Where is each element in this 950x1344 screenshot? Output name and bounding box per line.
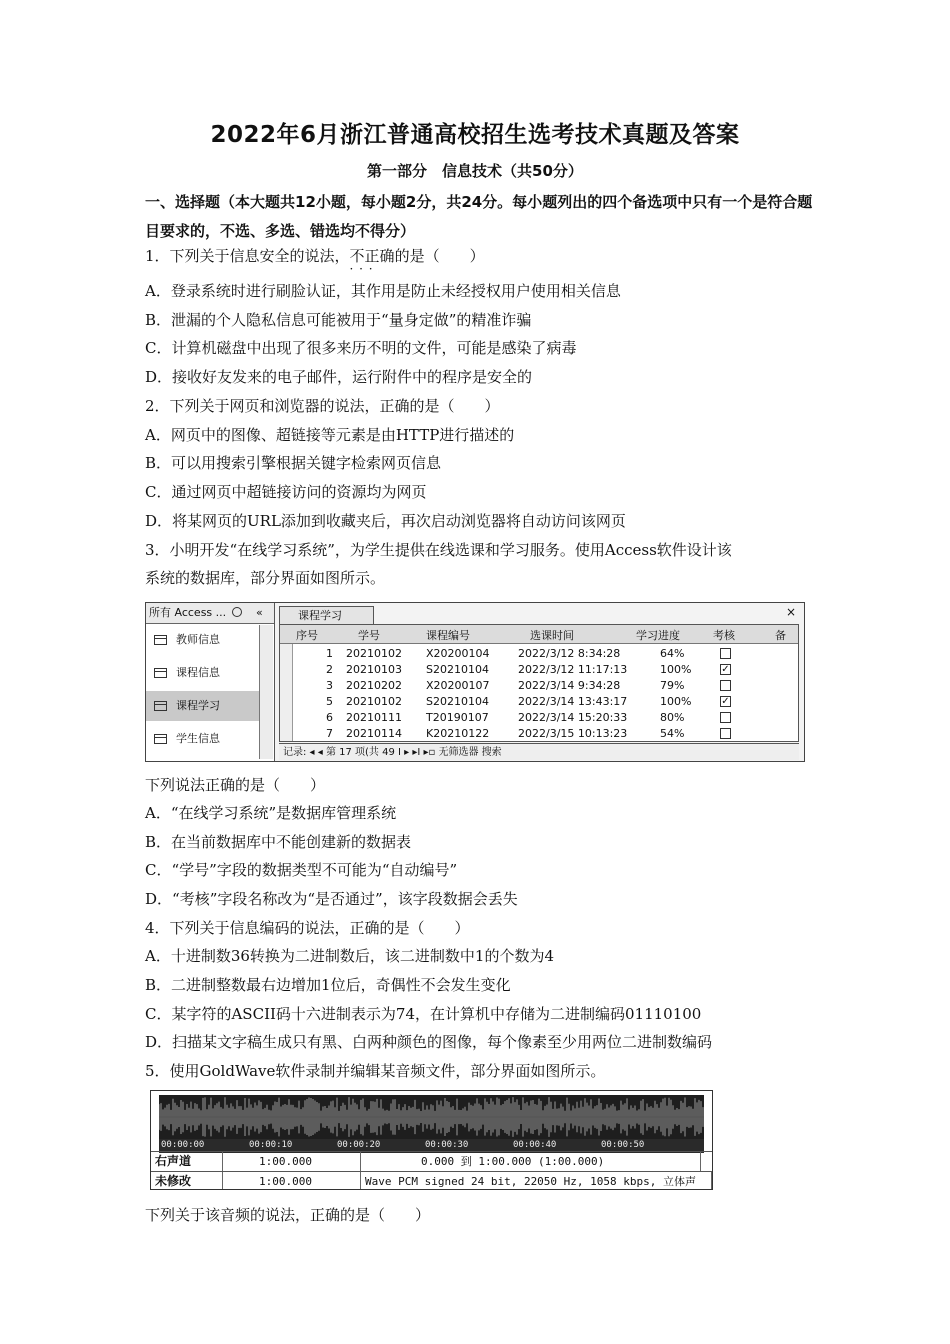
nav-item-course-study[interactable] bbox=[146, 691, 259, 721]
q2-option-b: B．可以用搜索引擎根据关键字检索网页信息 bbox=[145, 454, 442, 472]
col-header-note[interactable]: 备 bbox=[775, 629, 786, 642]
nav-scrollbar[interactable] bbox=[259, 625, 273, 759]
cell-student-no[interactable]: 20210102 bbox=[346, 695, 402, 708]
access-nav-header[interactable] bbox=[146, 603, 274, 624]
table-icon bbox=[154, 701, 167, 711]
waveform[interactable] bbox=[159, 1095, 704, 1139]
cell-progress[interactable]: 100% bbox=[660, 695, 692, 708]
nav-item-label: 课程信息 bbox=[176, 666, 220, 679]
tick-label: 00:00:40 bbox=[513, 1140, 557, 1150]
tab-course-study[interactable] bbox=[279, 606, 374, 624]
access-screenshot bbox=[145, 602, 805, 762]
length-2: 1:00.000 bbox=[223, 1172, 361, 1190]
q3-option-d: D．“考核”字段名称改为“是否通过”，该字段数据会丢失 bbox=[145, 890, 518, 908]
cell-time[interactable]: 2022/3/15 10:13:23 bbox=[518, 727, 628, 740]
q4-option-a: A．十进制数36转换为二进制数后，该二进制数中1的个数为4 bbox=[145, 947, 555, 965]
tick-label: 00:00:10 bbox=[249, 1140, 293, 1150]
col-header-id[interactable]: 序号 bbox=[296, 629, 318, 642]
table-icon bbox=[154, 635, 167, 645]
col-header-time[interactable]: 选课时间 bbox=[530, 629, 574, 642]
table-row[interactable] bbox=[280, 646, 798, 662]
q2-option-a: A．网页中的图像、超链接等元素是由HTTP进行描述的 bbox=[145, 426, 515, 444]
cell-id[interactable]: 1 bbox=[326, 647, 333, 660]
cell-student-no[interactable]: 20210114 bbox=[346, 727, 402, 740]
table-row[interactable] bbox=[280, 678, 798, 694]
col-header-student-no[interactable]: 学号 bbox=[358, 629, 380, 642]
table-icon bbox=[154, 668, 167, 678]
channel-label: 右声道 bbox=[151, 1152, 223, 1171]
cell-id[interactable]: 3 bbox=[326, 679, 333, 692]
status-row-2 bbox=[151, 1171, 712, 1190]
close-icon[interactable]: × bbox=[785, 605, 796, 619]
q5-stem: 5．使用GoldWave软件录制并编辑某音频文件，部分界面如图所示。 bbox=[145, 1062, 606, 1080]
cell-course-no[interactable]: X20200104 bbox=[426, 647, 490, 660]
col-header-course-no[interactable]: 课程编号 bbox=[426, 629, 470, 642]
modified-state: 未修改 bbox=[151, 1172, 223, 1190]
total-length: 1:00.000 bbox=[223, 1152, 361, 1171]
grid-header-row bbox=[280, 625, 798, 644]
status-row-1 bbox=[151, 1151, 712, 1171]
q3-stem-line2: 系统的数据库，部分界面如图所示。 bbox=[145, 569, 386, 587]
cell-progress[interactable]: 100% bbox=[660, 663, 692, 676]
q1-stem-post: 的是（ ） bbox=[394, 247, 485, 265]
cell-progress[interactable]: 80% bbox=[660, 711, 685, 724]
q3-stem-line1: 3．小明开发“在线学习系统”，为学生提供在线选课和学习服务。使用Access软件设计该 bbox=[145, 541, 732, 559]
checked-checkbox[interactable]: ✓ bbox=[721, 696, 730, 707]
selection-range: 0.000 到 1:00.000 (1:00.000) bbox=[361, 1152, 701, 1171]
format-info: Wave PCM signed 24 bit, 22050 Hz, 1058 kbps, 立体声 bbox=[361, 1172, 712, 1190]
cell-id[interactable]: 7 bbox=[326, 727, 333, 740]
part-heading: 第一部分 信息技术（共50分） bbox=[367, 162, 583, 180]
col-header-progress[interactable]: 学习进度 bbox=[636, 629, 680, 642]
tick-label: 00:00:20 bbox=[337, 1140, 381, 1150]
collapse-chevron-icon[interactable]: « bbox=[256, 606, 263, 619]
q3-after: 下列说法正确的是（ ） bbox=[145, 776, 326, 794]
tick-label: 00:00:50 bbox=[601, 1140, 645, 1150]
cell-student-no[interactable]: 20210103 bbox=[346, 663, 402, 676]
cell-id[interactable]: 5 bbox=[326, 695, 333, 708]
cell-course-no[interactable]: X20200107 bbox=[426, 679, 490, 692]
q3-option-b: B．在当前数据库中不能创建新的数据表 bbox=[145, 833, 412, 851]
table-row[interactable] bbox=[280, 694, 798, 710]
checked-checkbox[interactable]: ✓ bbox=[721, 664, 730, 675]
cell-progress[interactable]: 79% bbox=[660, 679, 685, 692]
section-instructions: 一、选择题（本大题共12小题，每小题2分，共24分。每小题列出的四个备选项中只有一个是符合题目要求的，不选、多选、错选均不得分） bbox=[145, 193, 813, 240]
table-icon bbox=[154, 734, 167, 744]
q1-stem-emphasis: 不正确 · · · bbox=[350, 247, 395, 265]
cell-time[interactable]: 2022/3/14 9:34:28 bbox=[518, 679, 621, 692]
q2-option-c: C．通过网页中超链接访问的资源均为网页 bbox=[145, 483, 427, 501]
table-row[interactable] bbox=[280, 710, 798, 726]
cell-time[interactable]: 2022/3/14 15:20:33 bbox=[518, 711, 628, 724]
cell-student-no[interactable]: 20210102 bbox=[346, 647, 402, 660]
unchecked-checkbox[interactable] bbox=[720, 712, 731, 723]
cell-progress[interactable]: 64% bbox=[660, 647, 685, 660]
q4-option-b: B．二进制整数最右边增加1位后，奇偶性不会发生变化 bbox=[145, 976, 511, 994]
cell-id[interactable]: 6 bbox=[326, 711, 333, 724]
cell-time[interactable]: 2022/3/12 11:17:13 bbox=[518, 663, 628, 676]
cell-id[interactable]: 2 bbox=[326, 663, 333, 676]
access-nav-pane bbox=[146, 603, 275, 761]
tick-label: 00:00:00 bbox=[161, 1140, 205, 1150]
cell-course-no[interactable]: T20190107 bbox=[426, 711, 489, 724]
page-title: 2022年6月浙江普通高校招生选考技术真题及答案 bbox=[210, 122, 740, 148]
cell-course-no[interactable]: S20210104 bbox=[426, 695, 489, 708]
nav-item-course[interactable] bbox=[146, 658, 259, 688]
q1-option-a: A．登录系统时进行刷脸认证，其作用是防止未经授权用户使用相关信息 bbox=[145, 282, 621, 300]
nav-item-label: 教师信息 bbox=[176, 633, 220, 646]
q2-option-d: D．将某网页的URL添加到收藏夹后，再次启动浏览器将自动访问该网页 bbox=[145, 512, 626, 530]
goldwave-screenshot bbox=[150, 1090, 713, 1190]
cell-course-no[interactable]: K20210122 bbox=[426, 727, 490, 740]
cell-course-no[interactable]: S20210104 bbox=[426, 663, 489, 676]
q3-option-a: A．“在线学习系统”是数据库管理系统 bbox=[145, 804, 397, 822]
nav-item-student[interactable] bbox=[146, 724, 259, 754]
q4-stem: 4．下列关于信息编码的说法，正确的是（ ） bbox=[145, 919, 470, 937]
q1-stem-pre: 1．下列关于信息安全的说法， bbox=[145, 247, 350, 265]
tick-label: 00:00:30 bbox=[425, 1140, 469, 1150]
q1-stem bbox=[145, 246, 485, 266]
q5-after: 下列关于该音频的说法，正确的是（ ） bbox=[145, 1206, 431, 1224]
table-row[interactable] bbox=[280, 662, 798, 678]
cell-time[interactable]: 2022/3/12 8:34:28 bbox=[518, 647, 621, 660]
datasheet-grid bbox=[279, 624, 799, 742]
q1-option-d: D．接收好友发来的电子邮件，运行附件中的程序是安全的 bbox=[145, 368, 533, 386]
cell-student-no[interactable]: 20210202 bbox=[346, 679, 402, 692]
nav-header-label: 所有 Access ... bbox=[149, 606, 227, 619]
unchecked-checkbox[interactable] bbox=[720, 728, 731, 739]
q1-option-c: C．计算机磁盘中出现了很多来历不明的文件，可能是感染了病毒 bbox=[145, 339, 577, 357]
q4-option-c: C．某字符的ASCII码十六进制表示为74，在计算机中存储为二进制编码01110100 bbox=[145, 1005, 702, 1023]
cell-student-no[interactable]: 20210111 bbox=[346, 711, 402, 724]
unchecked-checkbox[interactable] bbox=[720, 648, 731, 659]
nav-item-teacher[interactable] bbox=[146, 625, 259, 655]
tab-label: 课程学习 bbox=[298, 609, 342, 622]
nav-item-label: 学生信息 bbox=[176, 732, 220, 745]
unchecked-checkbox[interactable] bbox=[720, 680, 731, 691]
q1-option-b: B．泄漏的个人隐私信息可能被用于“量身定做”的精准诈骗 bbox=[145, 311, 532, 329]
q4-option-d: D．扫描某文字稿生成只有黑、白两种颜色的图像，每个像素至少用两位二进制数编码 bbox=[145, 1033, 713, 1051]
q2-stem: 2．下列关于网页和浏览器的说法，正确的是（ ） bbox=[145, 397, 500, 415]
nav-item-label: 课程学习 bbox=[176, 699, 220, 712]
col-header-pass[interactable]: 考核 bbox=[713, 629, 735, 642]
q3-option-c: C．“学号”字段的数据类型不可能为“自动编号” bbox=[145, 861, 458, 879]
cell-time[interactable]: 2022/3/14 13:43:17 bbox=[518, 695, 628, 708]
record-navigation-bar[interactable]: 记录: ◂ ◂ 第 17 项(共 49 I ▸ ▸I ▸▫ 无筛选器 搜索 bbox=[279, 743, 799, 760]
dropdown-circle-icon[interactable] bbox=[232, 607, 242, 617]
table-row[interactable] bbox=[280, 726, 798, 742]
cell-progress[interactable]: 54% bbox=[660, 727, 685, 740]
